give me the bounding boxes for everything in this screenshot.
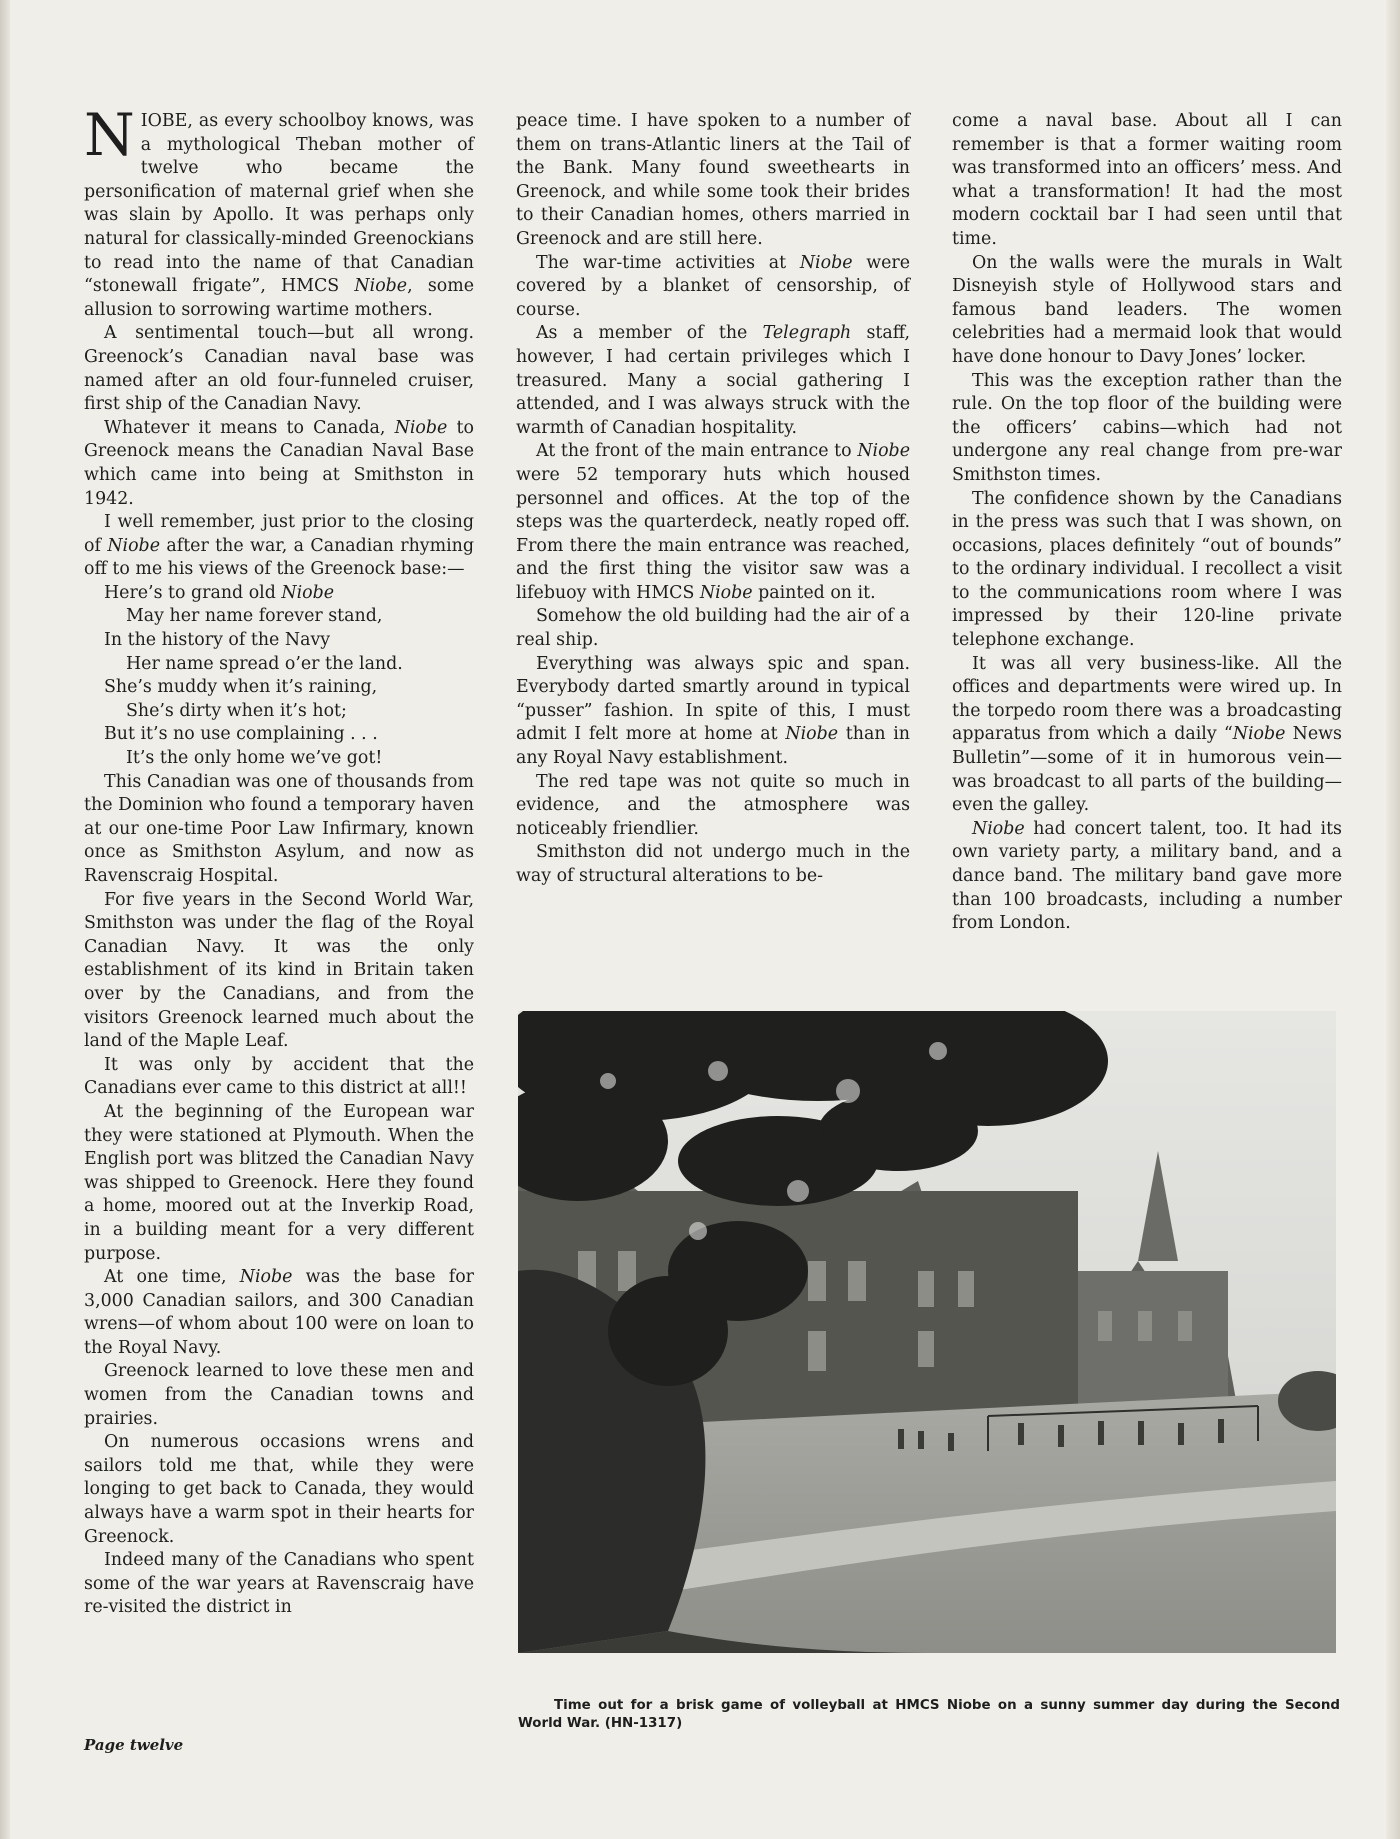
paragraph: At one time, Niobe was the base for 3,000 Canadian sailors, and 300 Canadian wrens—of whom about 100 were on loan to the Royal Navy. [84, 1267, 474, 1358]
paragraph: For five years in the Second World War, Smithston was under the flag of the Royal Canadian Navy. It was the only establishment of its kind in Britain taken over by the Canadians, and from the visitors Greenock learned much about the land of the Maple Leaf. [84, 889, 474, 1052]
paragraph: Somehow the old building had the air of a real ship. [516, 606, 910, 651]
paragraph: This Canadian was one of thousands from the Dominion who found a temporary haven at our one-time Poor Law Infirmary, known once as Smithston Asylum, and now as Ravenscraig Hospital. [84, 771, 474, 886]
photograph-volleyball-hmcs-niobe [518, 1011, 1336, 1653]
paragraph: At the beginning of the European war they were stationed at Plymouth. When the English port was blitzed the Canadian Navy was shipped to Greenock. Here they found a home, moored out at the Inverkip Road, in a building meant for a very different purpose. [84, 1101, 474, 1264]
paragraph: It was all very business-like. All the offices and departments were wired up. In the torpedo room there was a broadcasting apparatus from which a daily “Niobe News Bulletin”—some of it in humorous vein—was broadcast to all parts of the building—even the galley. [952, 653, 1342, 816]
article-column-3 [952, 110, 1342, 936]
paragraph: I well remember, just prior to the closing of Niobe after the war, a Canadian rhyming off to me his views of the Greenock base:— [84, 512, 475, 580]
page-number: Page twelve [84, 1736, 184, 1754]
article-column-2 [516, 110, 910, 889]
paragraph: Indeed many of the Canadians who spent some of the war years at Ravenscraig have re-visited the district in [84, 1550, 474, 1618]
paragraph: Greenock learned to love these men and women from the Canadian towns and prairies. [84, 1361, 474, 1429]
poem-line: In the history of the Navy [104, 630, 331, 651]
drop-cap: N [84, 101, 135, 169]
poem-line: But it’s no use complaining . . . [104, 724, 378, 745]
poem-line: Here’s to grand old Niobe [104, 582, 335, 603]
paragraph: On the walls were the murals in Walt Disneyish style of Hollywood stars and famous band leaders. The women celebrities had a mermaid look that would have done honour to Davy Jones’ locker. [952, 252, 1342, 367]
poem-line: Her name spread o’er the land. [126, 653, 403, 674]
poem-line: She’s muddy when it’s raining, [104, 677, 378, 698]
paragraph: This was the exception rather than the rule. On the top floor of the building were the officers’ cabins—which had not undergone any real change from pre-war Smithston times. [952, 370, 1342, 485]
paragraph: Whatever it means to Canada, Niobe to Greenock means the Canadian Naval Base which came into being at Smithston in 1942. [84, 417, 474, 509]
poem-line: May her name forever stand, [126, 606, 383, 627]
poem [84, 582, 474, 771]
poem-line: She’s dirty when it’s hot; [126, 700, 347, 721]
paragraph: At the front of the main entrance to Niobe were 52 temporary huts which housed personnel and offices. At the top of the steps was the quarterdeck, neatly roped off. From there the main entrance was reached, and the first thing the visitor saw was a lifebuoy with HMCS Niobe painted on it. [516, 441, 910, 603]
paragraph: The confidence shown by the Canadians in the press was such that I was shown, on occasions, places definitely “out of bounds” to the ordinary individual. I recollect a visit to the communications room where I was impressed by their 120-line private telephone exchange. [952, 488, 1342, 651]
poem-line: It’s the only home we’ve got! [126, 748, 383, 769]
paragraph: Niobe had concert talent, too. It had its own variety party, a military band, and a dance band. The military band gave more than 100 broadcasts, including a number from London. [952, 818, 1342, 934]
paragraph: As a member of the Telegraph staff, however, I had certain privileges which I treasured. Many a social gathering I attended, and I was always struck with the warmth of Canadian hospitality. [516, 323, 911, 438]
paragraph: The red tape was not quite so much in evidence, and the atmosphere was noticeably friendlier. [516, 771, 910, 839]
page-binding-edge [0, 0, 10, 1839]
paragraph: It was only by accident that the Canadians ever came to this district at all!! [84, 1054, 474, 1099]
photo-illustration [518, 1011, 1336, 1653]
paragraph: come a naval base. About all I can remember is that a former waiting room was transformed into an officers’ mess. And what a transformation! It had the most modern cocktail bar I had seen until that time. [952, 111, 1342, 249]
paragraph: On numerous occasions wrens and sailors told me that, while they were longing to get back to Canada, they would always have a warm spot in their hearts for Greenock. [84, 1432, 474, 1547]
article-column-1 [84, 101, 475, 1620]
paragraph: Smithston did not undergo much in the way of structural alterations to be- [516, 842, 910, 886]
paragraph: A sentimental touch—but all wrong. Greenock’s Canadian naval base was named after an old four-funneled cruiser, first ship of the Canadian Navy. [84, 323, 474, 415]
paragraph: The war-time activities at Niobe were covered by a blanket of censorship, of course. [516, 252, 910, 320]
photo-caption: Time out for a brisk game of volleyball at HMCS Niobe on a sunny summer day during the Second World War. (HN-1317) [518, 1698, 1340, 1732]
page-right-edge [1386, 0, 1400, 1839]
paragraph: peace time. I have spoken to a number of them on trans-Atlantic liners at the Tail of the Bank. Many found sweethearts in Greenock, and while some took their brides to their Canadian homes, others married in Greenock and are still here. [516, 111, 910, 249]
paragraph: NIOBE, as every schoolboy knows, was a mythological Theban mother of twelve who became the personification of maternal grief when she was slain by Apollo. It was perhaps only natural for classically-minded Greenockians to read into the name of that Canadian “stonewall frigate”, HMCS Niobe, some allusion to sorrowing wartime mothers. [84, 101, 475, 320]
paragraph: Everything was always spic and span. Everybody darted smartly around in typical “pusser” fashion. In spite of this, I must admit I felt more at home at Niobe than in any Royal Navy establishment. [516, 653, 910, 769]
